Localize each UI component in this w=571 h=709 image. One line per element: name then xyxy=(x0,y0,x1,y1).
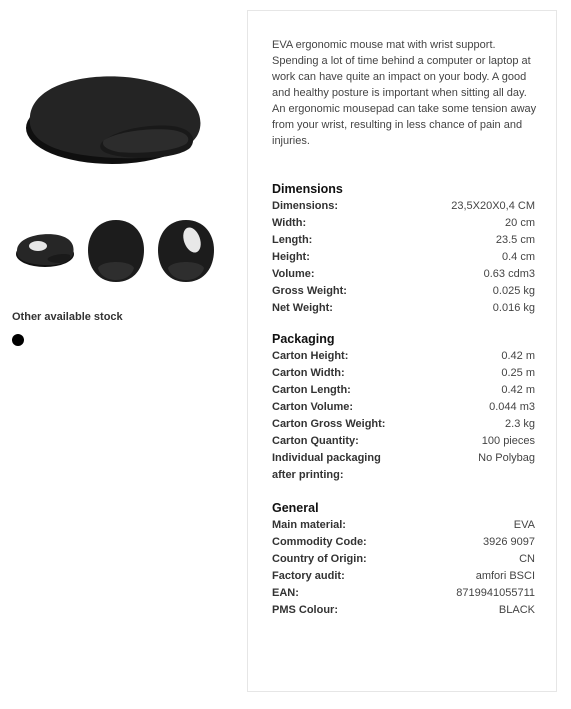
spec-label: Carton Height: xyxy=(272,350,349,362)
spec-row xyxy=(272,399,535,416)
spec-value: BLACK xyxy=(498,604,535,616)
spec-label: Volume: xyxy=(272,268,315,280)
color-swatch-black[interactable] xyxy=(12,334,24,346)
spec-row xyxy=(272,382,535,399)
spec-label: Individual packaging after printing: xyxy=(272,452,381,481)
spec-value: 0.63 cdm3 xyxy=(483,268,535,280)
spec-value: 0.25 m xyxy=(501,367,535,379)
general-title: General xyxy=(272,501,319,515)
spec-row xyxy=(272,517,535,534)
spec-label: Carton Gross Weight: xyxy=(272,418,386,430)
spec-row xyxy=(272,450,535,484)
spec-row xyxy=(272,283,535,300)
dimensions-section xyxy=(272,181,535,317)
spec-row xyxy=(272,551,535,568)
spec-value: No Polybag xyxy=(478,452,535,464)
spec-value: CN xyxy=(519,553,535,565)
spec-row xyxy=(272,300,535,317)
spec-row xyxy=(272,602,535,619)
spec-value: 8719941055711 xyxy=(456,587,535,599)
dimensions-title: Dimensions xyxy=(272,182,343,196)
spec-label: Height: xyxy=(272,251,310,263)
thumbnail-mat-top[interactable] xyxy=(86,218,146,284)
spec-row xyxy=(272,232,535,249)
spec-row xyxy=(272,568,535,585)
spec-label: Net Weight: xyxy=(272,302,333,314)
spec-value: 0.42 m xyxy=(501,350,535,362)
spec-value: 0.044 m3 xyxy=(489,401,535,413)
spec-label: PMS Colour: xyxy=(272,604,338,616)
general-section xyxy=(272,500,535,619)
spec-label: Width: xyxy=(272,217,307,229)
spec-row xyxy=(272,534,535,551)
spec-row xyxy=(272,198,535,215)
spec-label: Gross Weight: xyxy=(272,285,347,297)
spec-value: 23,5X20X0,4 CM xyxy=(451,200,535,212)
spec-label: Country of Origin: xyxy=(272,553,367,565)
spec-value: 2.3 kg xyxy=(505,418,535,430)
spec-label: EAN: xyxy=(272,587,299,599)
spec-value: EVA xyxy=(513,519,535,531)
spec-label: Length: xyxy=(272,234,313,246)
spec-row xyxy=(272,348,535,365)
spec-label: Commodity Code: xyxy=(272,536,367,548)
spec-row xyxy=(272,416,535,433)
spec-label: Carton Volume: xyxy=(272,401,354,413)
spec-value: 20 cm xyxy=(505,217,535,229)
spec-label: Carton Quantity: xyxy=(272,435,359,447)
product-main-image xyxy=(22,68,206,168)
spec-value: 0.4 cm xyxy=(501,251,535,263)
spec-value: amfori BSCI xyxy=(475,570,535,582)
spec-value: 0.025 kg xyxy=(492,285,535,297)
spec-label: Carton Length: xyxy=(272,384,351,396)
spec-row xyxy=(272,249,535,266)
product-details-panel xyxy=(247,10,557,692)
spec-row xyxy=(272,585,535,602)
packaging-section xyxy=(272,331,535,484)
spec-row xyxy=(272,266,535,283)
thumbnail-mat-top-with-mouse[interactable] xyxy=(156,218,216,284)
spec-row xyxy=(272,365,535,382)
packaging-title: Packaging xyxy=(272,332,335,346)
product-description: EVA ergonomic mouse mat with wrist support. Spending a lot of time behind a computer or laptop at work can have quite an impact on your body. A good and healthy posture is important when sitting all day. An ergonomic mousepad can take some tension away from your wrist, resulting in less chance of pain and injuries. xyxy=(272,39,537,147)
spec-value: 3926 9097 xyxy=(483,536,535,548)
spec-value: 23.5 cm xyxy=(495,234,535,246)
thumbnail-mat-with-mouse[interactable] xyxy=(14,230,76,270)
spec-value: 0.42 m xyxy=(501,384,535,396)
spec-value: 100 pieces xyxy=(481,435,535,447)
spec-value: 0.016 kg xyxy=(492,302,535,314)
other-stock-title: Other available stock xyxy=(12,311,123,323)
spec-label: Main material: xyxy=(272,519,346,531)
spec-label: Factory audit: xyxy=(272,570,345,582)
spec-label: Carton Width: xyxy=(272,367,345,379)
spec-row xyxy=(272,215,535,232)
spec-label: Dimensions: xyxy=(272,200,339,212)
spec-row xyxy=(272,433,535,450)
